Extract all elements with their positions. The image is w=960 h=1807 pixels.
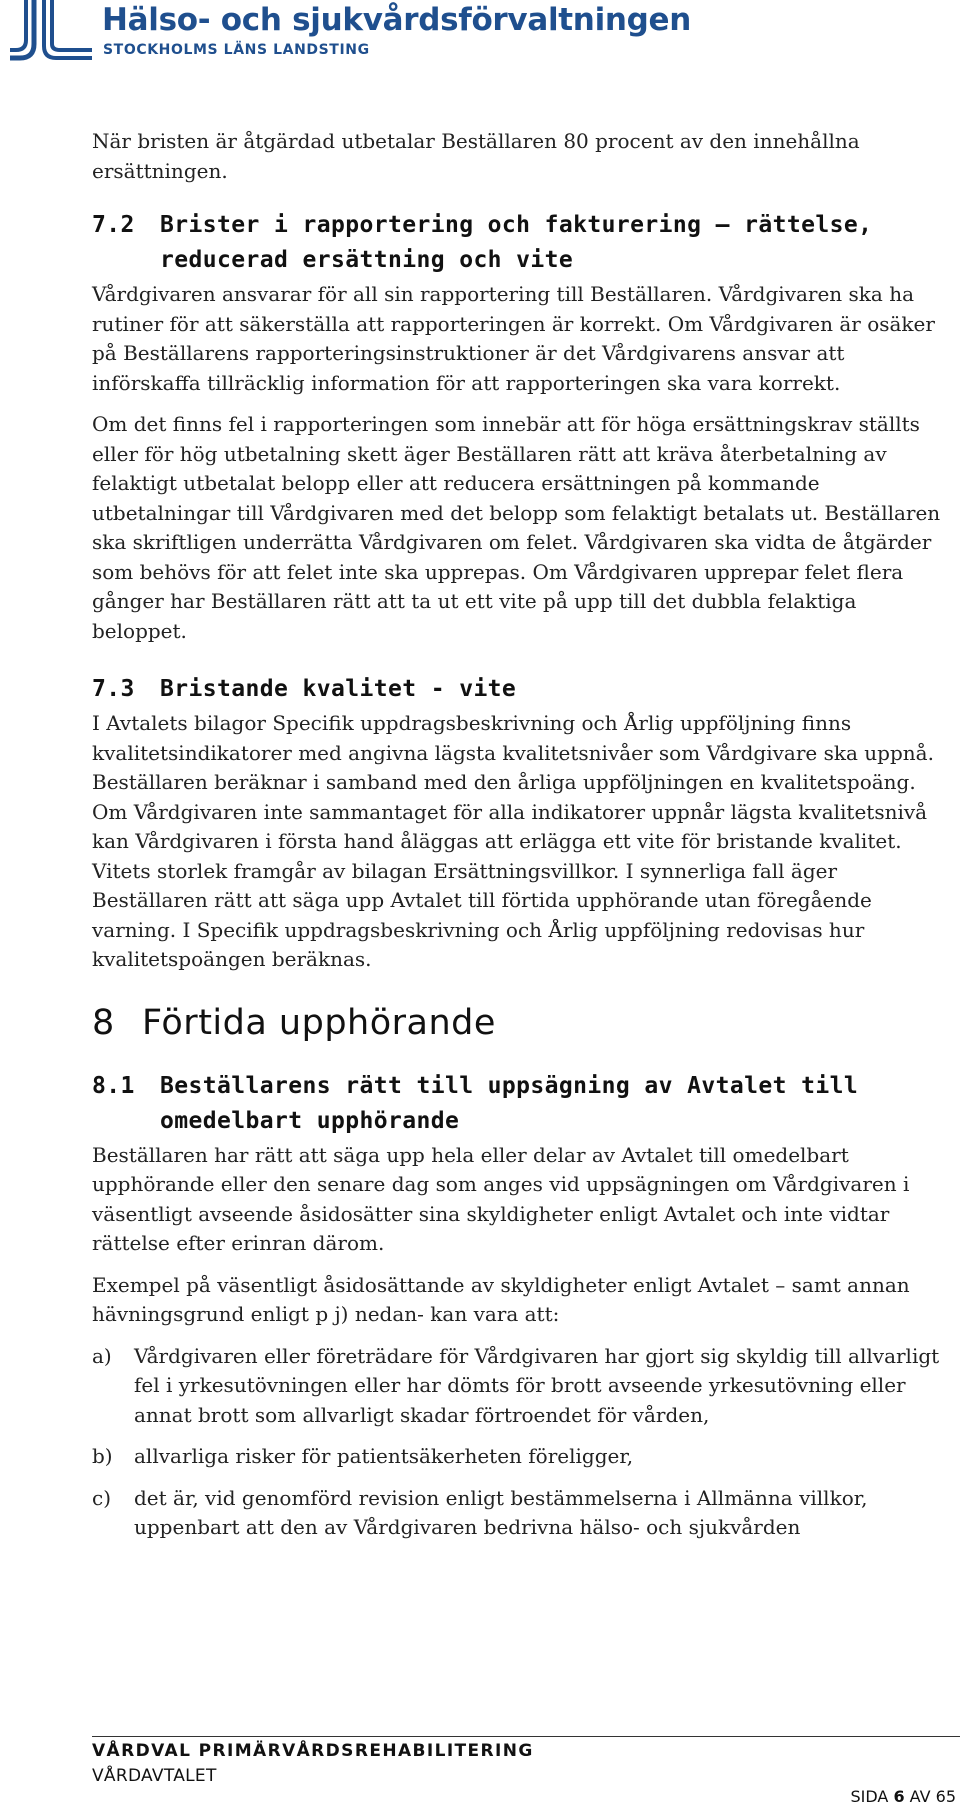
list-item-text: allvarliga risker för patientsäkerheten föreligger, (134, 1444, 634, 1468)
section-7-3 (92, 672, 950, 975)
section-7-2 (92, 208, 950, 646)
document-body (92, 127, 950, 1543)
page-total: 65 (935, 1787, 956, 1806)
list-item-marker: b) (92, 1444, 113, 1468)
section-heading (92, 208, 950, 278)
section-paragraph: I Avtalets bilagor Specifik uppdragsbeskrivning och Årlig uppföljning finns kvalitetsindikatorer med angivna lägsta kvalitetsnivåer som Vårdgivare ska uppnå. Beställaren beräknar i samband med den årliga uppföljningen en kvalitetspoäng. Om Vårdgivaren inte sammantaget för alla indikatorer uppnår lägsta kvalitetsnivå kan Vårdgivaren i första hand åläggas att erlägga ett vite för bristande kvalitet. Vitets storlek framgår av bilagan Ersättningsvillkor. I synnerliga fall äger Beställaren rätt att säga upp Avtalet till förtida upphörande utan föregående varning. I Specifik uppdragsbeskrivning och Årlig uppföljning redovisas hur kvalitetspoängen beräknas. (92, 711, 934, 971)
list-item-text: Vårdgivaren eller företrädare för Vårdgivaren har gjort sig skyldig till allvarligt fel i yrkesutövningen eller har dömts för brott avseende yrkesutövning eller annat brott som allvarligt skadar förtroendet för vården, (134, 1343, 940, 1427)
footer-divider (92, 1736, 960, 1737)
section-title: Brister i rapportering och fakturering – rättelse, reducerad ersättning och vite (160, 212, 873, 273)
section-title: Beställarens rätt till uppsägning av Avtalet till omedelbart upphörande (160, 1072, 859, 1134)
page-number: 6 (893, 1787, 905, 1806)
page-indicator (850, 1787, 956, 1807)
organization-subtitle: STOCKHOLMS LÄNS LANDSTING (103, 42, 370, 58)
section-number: 8.1 (92, 1072, 135, 1099)
section-8-1 (92, 1069, 950, 1543)
section-number: 7.3 (92, 676, 135, 702)
organization-logo (10, 0, 692, 62)
section-title: Bristande kvalitet - vite (160, 676, 517, 702)
list-item-marker: a) (92, 1343, 112, 1368)
section-paragraph: Beställaren har rätt att säga upp hela eller delar av Avtalet till omedelbart upphörande eller den senare dag som anges vid uppsägningen om Vårdgivaren i väsentligt avseende åsidosätter sina skyldigheter enligt Avtalet och inte vidtar rättelse efter erinran därom. (92, 1142, 910, 1255)
footer-title: VÅRDVAL PRIMÄRVÅRDSREHABILITERING (92, 1741, 534, 1761)
landsting-logo-mark-icon (10, 0, 92, 62)
chapter-heading (92, 1001, 950, 1045)
condition-list (92, 1342, 950, 1543)
section-paragraph: Om det finns fel i rapporteringen som innebär att för höga ersättningskrav ställts eller för hög utbetalning skett äger Beställaren rätt att kräva återbetalning av felaktigt utbetalat belopp eller att reducera ersättningen på kommande utbetalningar till Vårdgivaren med det belopp som felaktigt betalats ut. Beställaren ska skriftligen underrätta Vårdgivaren om felet. Vårdgivaren ska vidta de åtgärder som behövs för att felet inte ska upprepas. Om Vårdgivaren upprepar felet flera gånger har Beställaren rätt att ta ut ett vite på upp till det dubbla felaktiga beloppet. (92, 412, 941, 643)
list-item (92, 1442, 950, 1472)
intro-paragraph: När bristen är åtgärdad utbetalar Beställaren 80 procent av den innehållna ersättningen. (92, 129, 860, 183)
footer-subtitle: VÅRDAVTALET (92, 1766, 217, 1786)
page-prefix: SIDA (850, 1787, 889, 1806)
section-paragraph: Exempel på väsentligt åsidosättande av skyldigheter enligt Avtalet – samt annan hävningsgrund enligt p j) nedan- kan vara att: (92, 1272, 910, 1326)
list-item-marker: c) (92, 1485, 112, 1510)
organization-name: Hälso- och sjukvårdsförvaltningen (102, 2, 692, 38)
section-8 (92, 1001, 950, 1045)
section-heading (92, 1069, 950, 1139)
section-paragraph: Vårdgivaren ansvarar för all sin rapportering till Beställaren. Vårdgivaren ska ha rutiner för att säkerställa att rapporteringen är korrekt. Om Vårdgivaren är osäker på Beställarens rapporteringsinstruktioner är det Vårdgivarens ansvar att införskaffa tillräcklig information för att rapporteringen ska vara korrekt. (92, 282, 935, 395)
section-heading (92, 672, 950, 707)
chapter-number: 8 (92, 1002, 115, 1043)
list-item (92, 1342, 950, 1431)
list-item-text: det är, vid genomförd revision enligt bestämmelserna i Allmänna villkor, uppenbart att den av Vårdgivaren bedrivna hälso- och sjukvården (134, 1485, 868, 1539)
list-item (92, 1484, 950, 1543)
section-number: 7.2 (92, 212, 135, 238)
page-separator: AV (909, 1787, 931, 1806)
chapter-title: Förtida upphörande (142, 1002, 496, 1043)
